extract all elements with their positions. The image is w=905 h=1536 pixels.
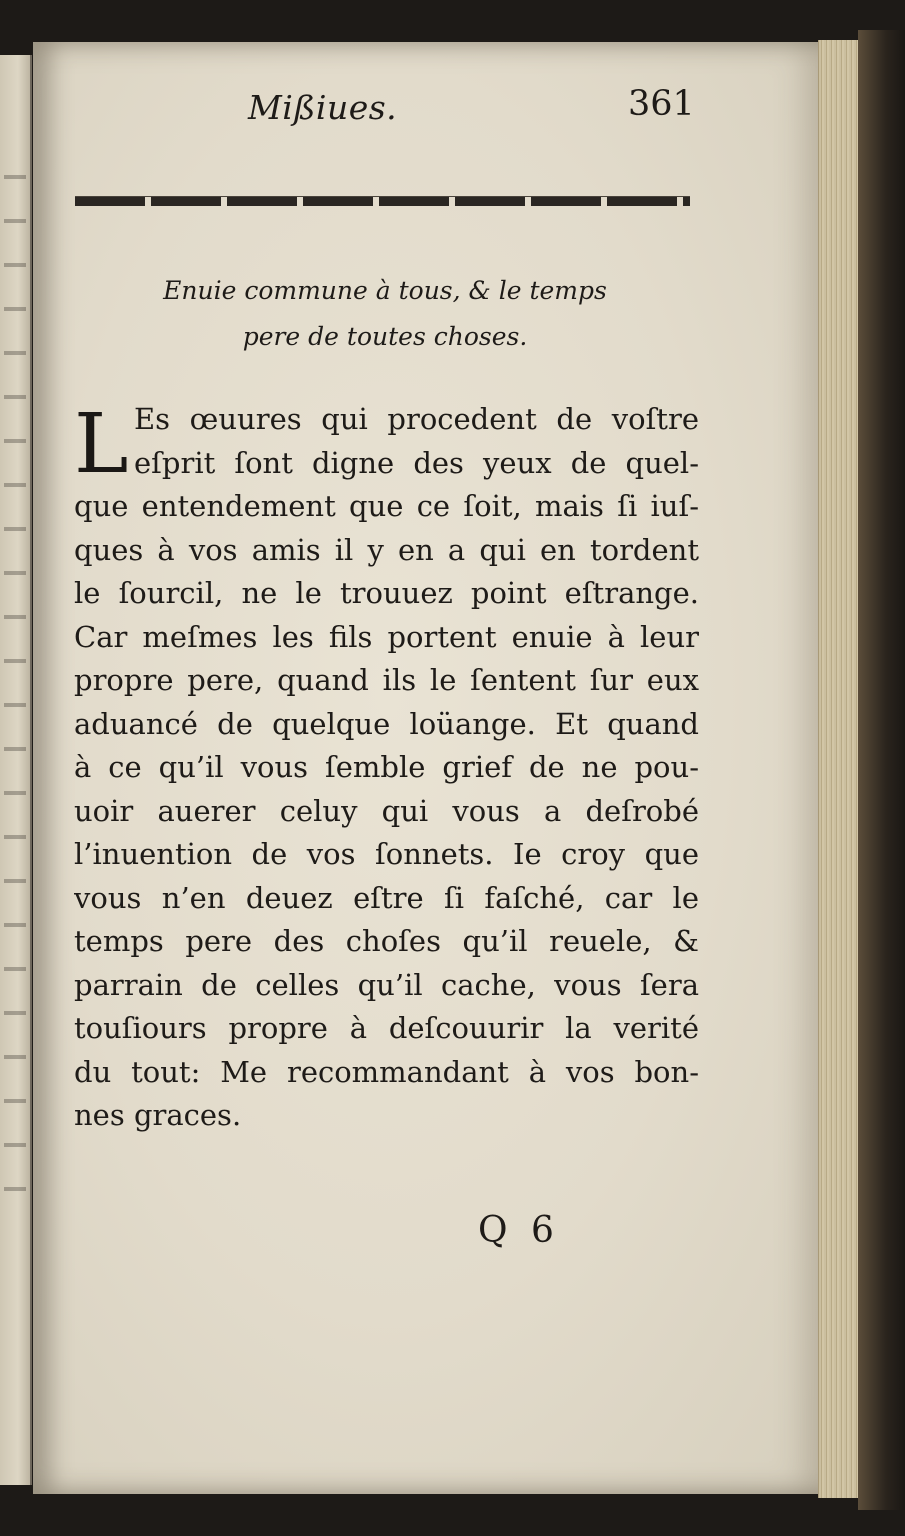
running-title: Mißiues. (248, 88, 398, 127)
letter-heading (100, 268, 670, 360)
facing-page-edge (0, 55, 32, 1485)
body-line: eſprit ſont digne des yeux de quel- (134, 445, 699, 480)
body-line: uoir auerer celuy qui vous a deſrobé (74, 793, 699, 828)
signature-mark: Q 6 (478, 1210, 560, 1251)
page-number: 361 (628, 84, 695, 124)
body-line: vous n’en deuez eſtre ſi faſché, car le (74, 880, 699, 915)
body-line: parrain de celles qu’il cache, vous ſera (74, 967, 699, 1002)
ornamental-rule (75, 196, 690, 206)
facing-page-text-fragments (4, 145, 26, 1225)
drop-cap: L (74, 397, 129, 492)
body-line: à ce qu’il vous ſemble grief de ne pou- (74, 750, 699, 784)
body-line: aduancé de quelque loüange. Et quand (74, 706, 699, 741)
body-line: nes graces. (74, 1098, 242, 1132)
letter-body (74, 398, 699, 1138)
page-edges (818, 40, 861, 1498)
letter-heading-line: pere de toutes choses. (242, 322, 528, 351)
body-line: du tout: Me recommandant à vos bon- (74, 1054, 699, 1089)
body-line: temps pere des choſes qu’il reuele, & (74, 924, 699, 958)
body-line: que entendement que ce ſoit, mais ſi iuſ- (74, 489, 699, 523)
body-line: Car meſmes les fils portent enuie à leur (74, 619, 699, 654)
body-line: ques à vos amis il y en a qui en tordent (74, 532, 699, 567)
book-cover-edge (858, 30, 905, 1510)
body-line: Es œuures qui procedent de voſtre (134, 402, 699, 436)
body-line: l’inuention de vos ſonnets. Ie croy que (74, 837, 699, 871)
letter-heading-line: Enuie commune à tous, & le temps (163, 276, 607, 305)
body-line: propre pere, quand ils le ſentent ſur eux (74, 663, 699, 697)
body-line: le ſourcil, ne le trouuez point eſtrange. (74, 576, 699, 610)
body-line: touſiours propre à deſcouurir la verité (74, 1011, 699, 1045)
